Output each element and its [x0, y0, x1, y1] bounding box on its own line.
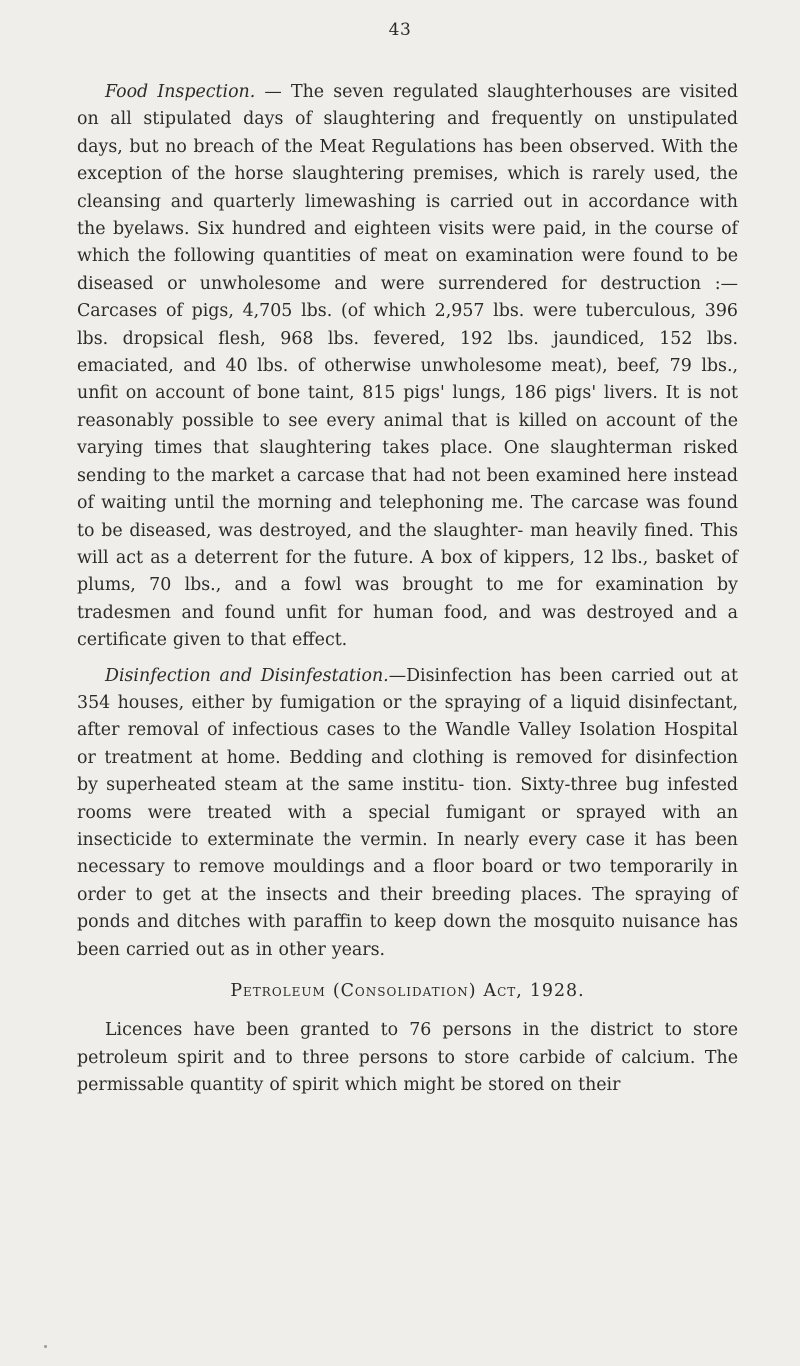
- disinfection-heading: Disinfection and Disinfestation.: [105, 665, 389, 686]
- food-inspection-heading: Food Inspection.: [105, 82, 256, 102]
- petroleum-act-heading: Petroleum (Consolidation) Act, 1928.: [230, 981, 585, 1001]
- petroleum-paragraph: Licences have been granted to 76 persons in the district to store petroleum spirit and to three persons to store carbide of calcium. The permissable quantity of spirit which might be stored on their: [77, 1020, 738, 1096]
- disinfection-paragraph: [77, 663, 738, 964]
- page-number: 43: [388, 20, 412, 40]
- food-inspection-text: — The seven regulated slaughterhouses are visited on all stipulated days of slaughtering and frequently on unstipulated days, but no breach of the Meat Regulations has been observed. With the exception of the horse slaughtering premises, which is rarely used, the cleansing and quarterly limewashing is carried out in accordance with the byelaws. Six hundred and eighteen visits were paid, in the course of which the following quantities of meat on examination were found to be diseased or unwholesome and were surrendered for destruction :—Carcases of pigs, 4,705 lbs. (of which 2,957 lbs. were tuberculous, 396 lbs. dropsical flesh, 968 lbs. fevered, 192 lbs. jaundiced, 152 lbs. emaciated, and 40 lbs. of otherwise unwholesome meat), beef, 79 lbs., unfit on account of bone taint, 815 pigs' lungs, 186 pigs' livers. It is not reasonably possible to see every animal that is killed on account of the varying times that slaughtering takes place. One slaughterman risked sending to the market a carcase that had not been examined here instead of waiting until the morning and telephoning me. The carcase was found to be diseased, was destroyed, and the slaughter- man heavily fined. This will act as a deterrent for the future. A box of kippers, 12 lbs., basket of plums, 70 lbs., and a fowl was brought to me for examination by tradesmen and found unfit for human food, and was destroyed and a certificate given to that effect.: [77, 82, 738, 651]
- food-inspection-paragraph: [77, 79, 738, 655]
- paper-speck: [44, 1345, 47, 1348]
- disinfection-text: —Disinfection has been carried out at 354 houses, either by fumigation or the spraying of a liquid disinfectant, after removal of infectious cases to the Wandle Valley Isolation Hospital or treatment at home. Bedding and clothing is removed for disinfection by superheated steam at the same institu- tion. Sixty-three bug infested rooms were treated with a special fumigant or sprayed with an insecticide to exterminate the vermin. In nearly every case it has been necessary to remove mouldings and a floor board or two temporarily in order to get at the insects and their breeding places. The spraying of ponds and ditches with paraffin to keep down the mosquito nuisance has been carried out as in other years.: [77, 665, 738, 960]
- body-text: [77, 79, 738, 1100]
